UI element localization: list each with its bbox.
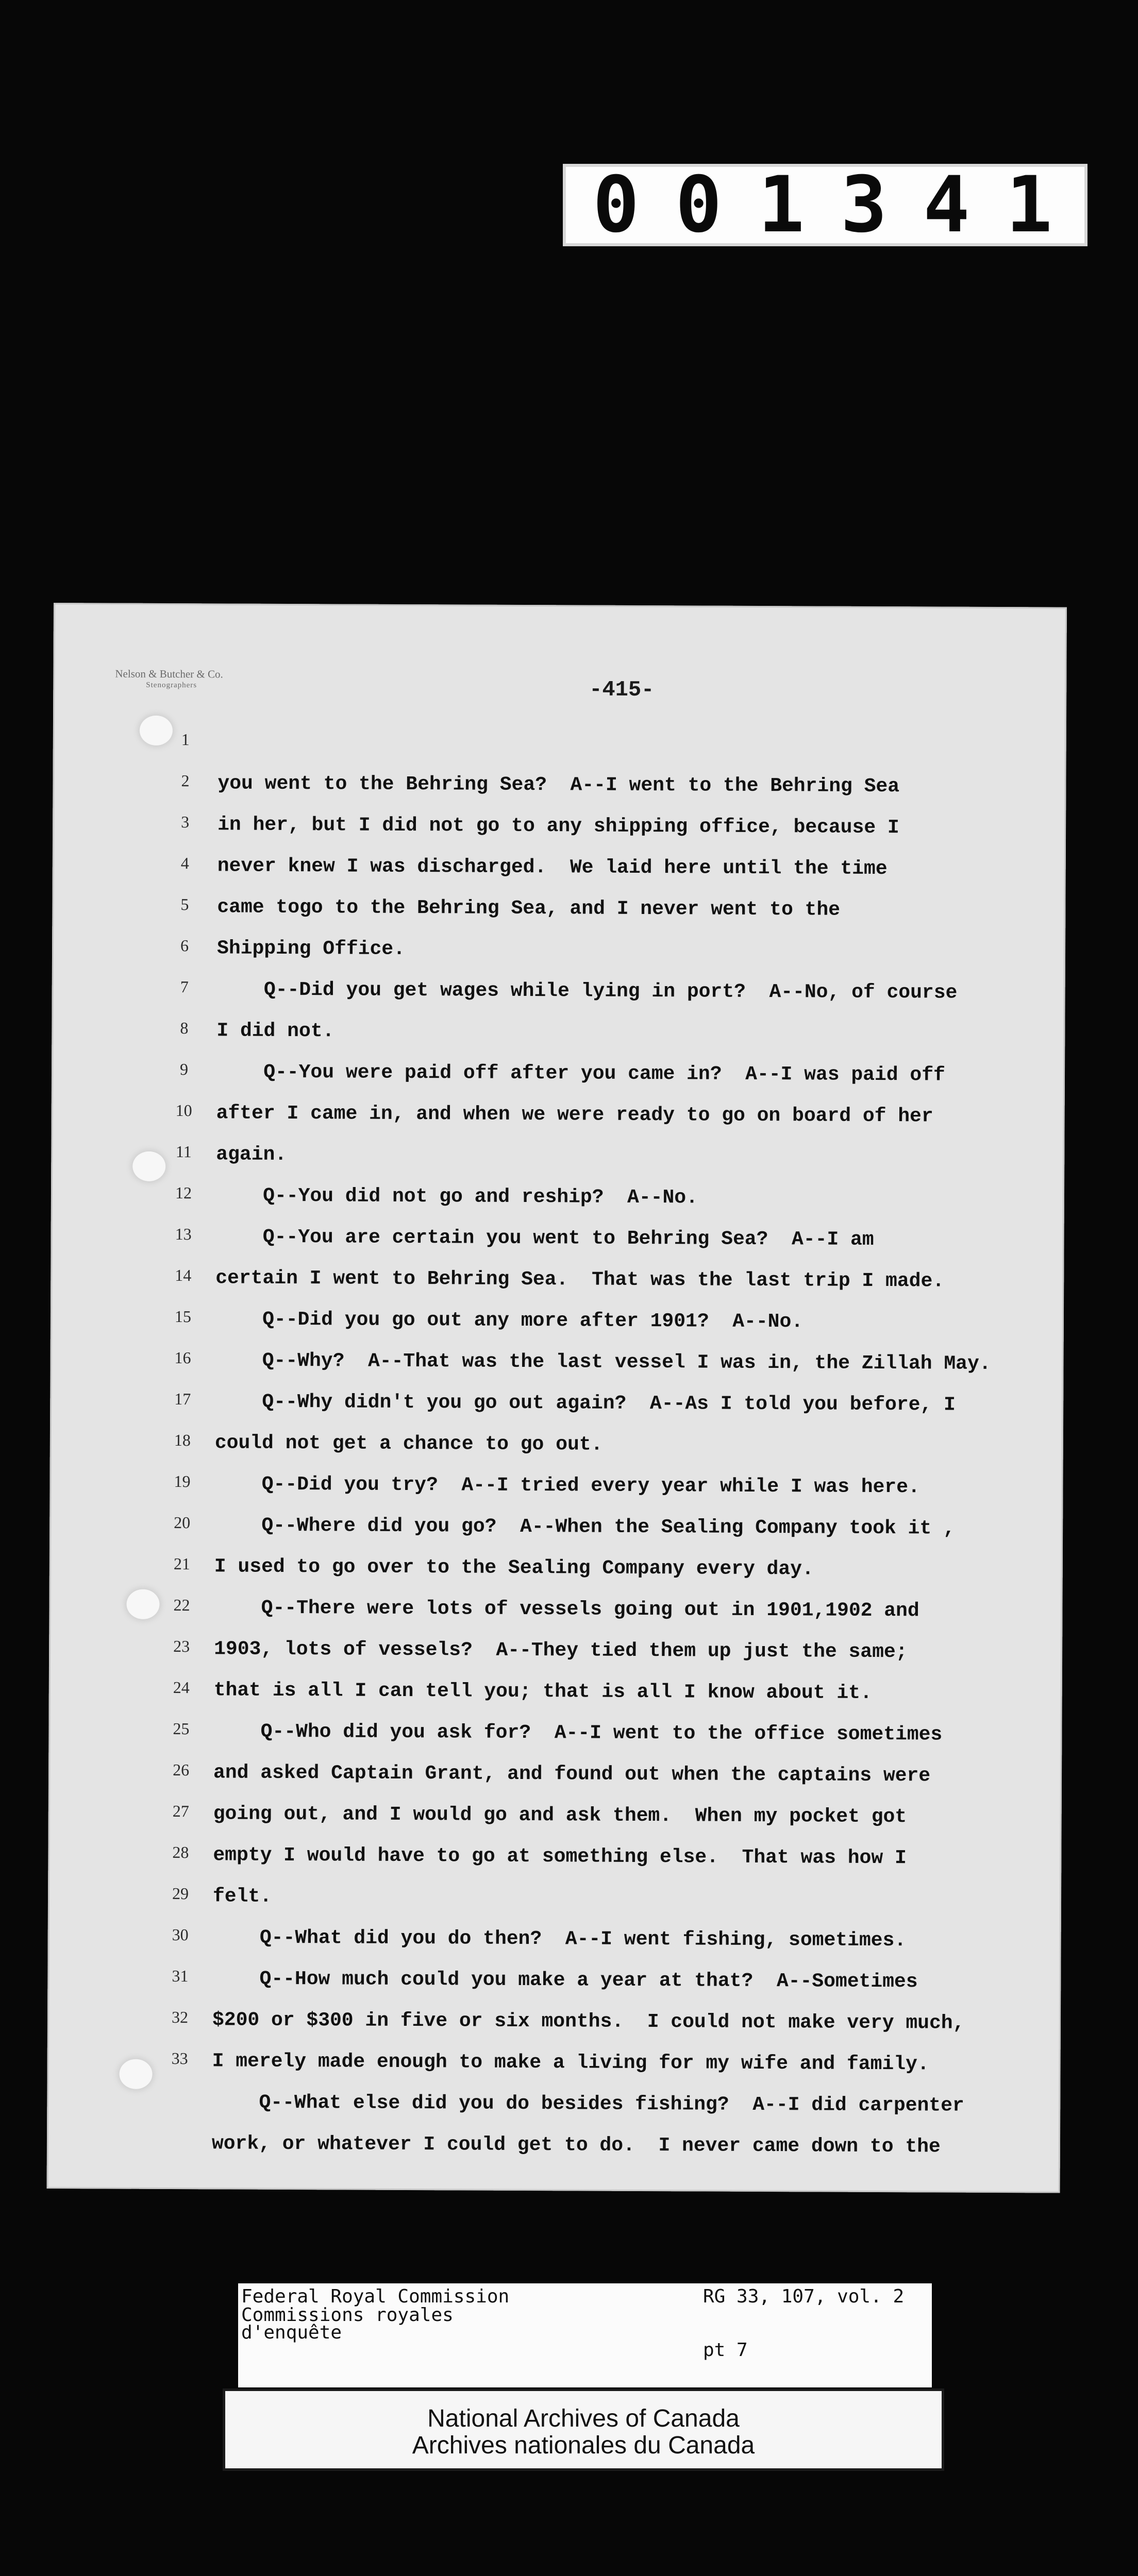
line-number: 30 [172,1925,189,1944]
transcript-line: Q--What else did you do besides fishing? A--I did carpenter [212,2091,964,2117]
line-number: 26 [173,1760,190,1780]
line-number: 27 [172,1802,189,1821]
line-number: 28 [172,1843,189,1862]
line-number: 31 [172,1967,189,1986]
transcript-body [212,763,991,2168]
line-number: 33 [171,2049,188,2068]
line-number: 15 [174,1307,192,1326]
transcript-line: I did not. [216,1020,334,1043]
line-number: 8 [180,1019,189,1038]
line-number: 25 [173,1719,190,1738]
line-number: 21 [173,1554,190,1573]
transcript-line: Q--Why? A--That was the last vessel I was in, the Zillah May. [215,1349,991,1375]
letterhead-role: Stenographers [146,681,197,690]
commission-name-french-2: d'enquête [241,2322,342,2343]
transcript-line: 1903, lots of vessels? A--They tied them up just the same; [214,1638,908,1664]
transcript-line: Q--Did you go out any more after 1901? A--No. [215,1308,804,1333]
line-number: 22 [173,1596,190,1615]
line-number: 5 [180,895,189,914]
transcript-line: felt. [212,1885,272,1908]
line-number: 7 [180,977,189,996]
line-number: 4 [180,854,189,873]
line-number-column [162,719,204,2079]
transcript-line: Q--You were paid off after you came in? A--I was paid off [216,1061,945,1087]
commission-label [238,2283,932,2387]
line-number: 32 [171,2008,189,2027]
transcript-line: $200 or $300 in five or six months. I could not make very much, [212,2009,965,2035]
letterhead [115,668,223,691]
line-number: 17 [174,1389,191,1409]
transcript-line: Q--How much could you make a year at that? A--Sometimes [212,1968,918,1993]
transcript-line: Q--What did you do then? A--I went fishing, sometimes. [212,1926,907,1952]
transcript-line: Q--There were lots of vessels going out in 1901,1902 and [214,1597,919,1622]
transcript-line: going out, and I would go and ask them. When my pocket got [213,1803,907,1828]
page-number: -415- [589,677,655,703]
transcript-line: after I came in, and when we were ready to go on board of her [216,1102,933,1128]
line-number: 29 [172,1884,189,1903]
transcript-line: again. [216,1143,287,1166]
archives-name-french: Archives nationales du Canada [412,2432,755,2459]
transcript-line: you went to the Behring Sea? A--I went to the Behring Sea [217,772,900,798]
transcript-line: work, or whatever I could get to do. I never came down to the [211,2132,941,2158]
line-number: 20 [174,1513,191,1532]
punch-hole [126,1589,159,1619]
line-number: 9 [179,1060,189,1079]
transcript-line: came togo to the Behring Sea, and I never went to the [217,896,841,921]
line-number: 6 [180,936,189,955]
line-number: 16 [174,1348,191,1367]
transcript-line: and asked Captain Grant, and found out when the captains were [213,1761,931,1787]
line-number: 2 [181,771,190,790]
line-number: 24 [173,1678,190,1697]
punch-hole [132,1151,165,1181]
transcript-line: Shipping Office. [216,937,406,960]
typed-page [47,603,1067,2193]
line-number: 10 [175,1101,192,1120]
transcript-line: that is all I can tell you; that is all I know about it. [213,1679,872,1704]
transcript-line: could not get a chance to go out. [214,1432,603,1456]
transcript-line: Q--You did not go and reship? A--No. [215,1184,698,1209]
line-number: 23 [173,1637,190,1656]
line-number: 1 [181,730,190,749]
record-group-reference: RG 33, 107, vol. 2 [703,2286,905,2307]
transcript-line: Q--Where did you go? A--When the Sealing Company took it , [214,1514,955,1540]
line-number: 13 [175,1225,192,1244]
line-number: 3 [181,812,190,832]
line-number: 14 [175,1266,192,1285]
line-number: 12 [175,1183,192,1202]
transcript-line: certain I went to Behring Sea. That was the last trip I made. [215,1267,945,1293]
commission-name-french: Commissions royales [241,2304,454,2326]
transcript-line: in her, but I did not go to any shipping office, because I [217,814,899,839]
line-number: 18 [174,1431,191,1450]
transcript-line: empty I would have to go at something else. That was how I [213,1844,907,1870]
transcript-line: I merely made enough to make a living for my wife and family. [212,2050,929,2076]
transcript-line: Q--Who did you ask for? A--I went to the office sometimes [213,1720,943,1746]
line-number: 19 [174,1472,191,1491]
transcript-line: Q--Did you get wages while lying in port? A--No, of course [216,978,958,1004]
line-number: 11 [175,1142,192,1161]
transcript-line: never knew I was discharged. We laid here until the time [217,855,888,880]
letterhead-firm: Nelson & Butcher & Co. [115,667,223,681]
transcript-line: Q--Did you try? A--I tried every year while I was here. [214,1473,920,1499]
transcript-line: Q--You are certain you went to Behring Sea? A--I am [215,1226,874,1251]
archives-name-english: National Archives of Canada [427,2405,740,2432]
transcript-line: Q--Why didn't you go out again? A--As I told you before, I [215,1391,956,1416]
part-number: pt 7 [703,2340,748,2361]
archives-label [223,2388,944,2471]
punch-hole [119,2059,152,2089]
commission-name: Federal Royal Commission [241,2286,510,2307]
frame-number-label: 001341 [563,164,1087,246]
transcript-line: I used to go over to the Sealing Company every day. [214,1555,814,1581]
